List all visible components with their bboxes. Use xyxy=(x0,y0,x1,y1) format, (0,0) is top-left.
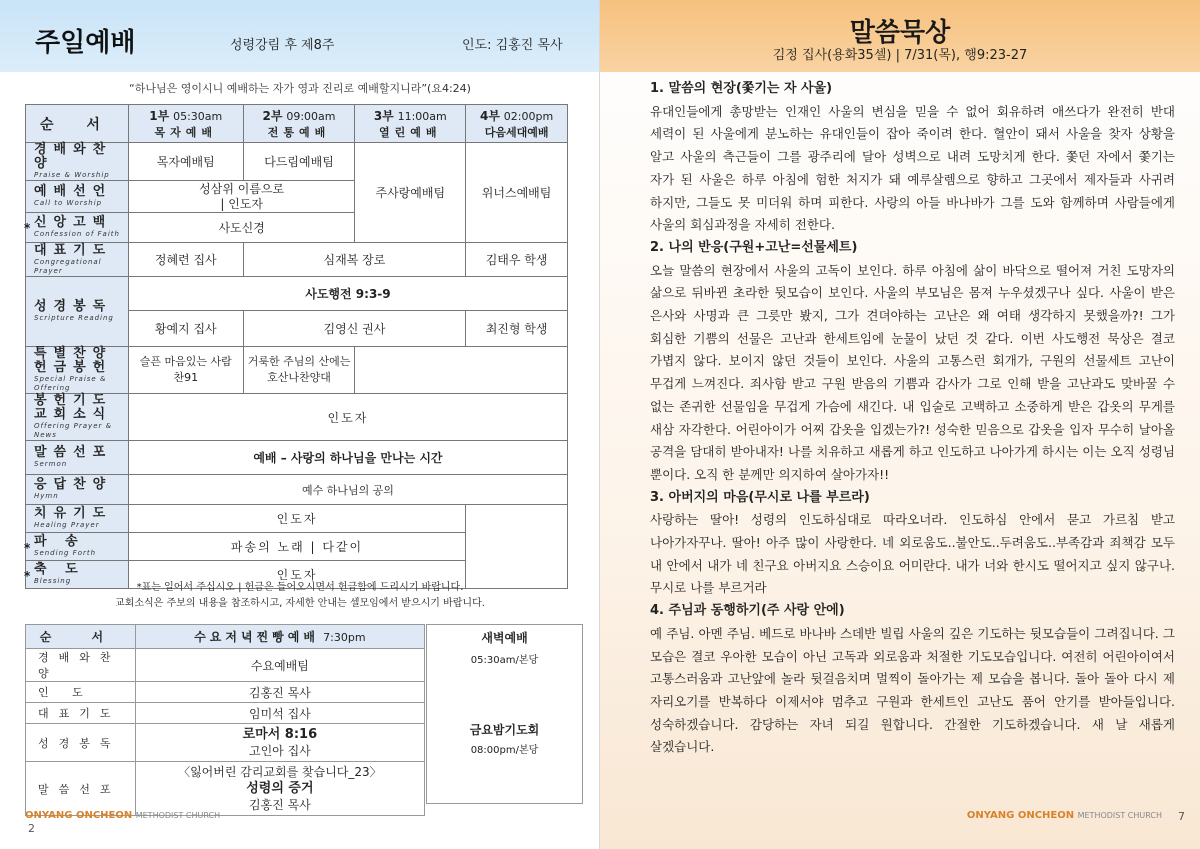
service-1: 1부 05:30am 목자예배 xyxy=(128,105,243,143)
right-page xyxy=(600,0,1200,849)
table-row xyxy=(26,762,425,816)
wed-label: 경배와찬양 xyxy=(26,649,136,682)
section-heading: 1. 말씀의 현장(쫓기는 자 사울) xyxy=(650,81,833,96)
label-scripture: 성경봉독 Scripture Reading xyxy=(26,277,129,347)
wed-value: 로마서 8:16 고인아 집사 xyxy=(135,724,424,762)
label-call: 예배선언 Call to Worship xyxy=(26,181,129,213)
wed-label: 대표기도 xyxy=(26,703,136,724)
cell-empty-right xyxy=(466,505,568,589)
cell-sarang-team: 주사랑예배팀 xyxy=(355,143,466,243)
table-row xyxy=(26,277,568,311)
wed-value: 임미석 집사 xyxy=(135,703,424,724)
cell-scripture-4: 최진형 학생 xyxy=(466,311,568,347)
label-special: 특별찬양 헌금봉헌 Special Praise & Offering xyxy=(26,347,129,394)
cell-scripture-1: 황예지 집사 xyxy=(128,311,243,347)
cell-special-empty xyxy=(355,347,568,394)
table-row xyxy=(26,441,568,475)
cell-praise-1: 목자예배팀 xyxy=(128,143,243,181)
label-praise: 경배와찬양 Praise & Worship xyxy=(26,143,129,181)
theme-verse: “하나님은 영이시니 예배하는 자가 영과 진리로 예배할지니라”(요4:24) xyxy=(129,82,471,95)
note-line-1: *표는 일어서 주십시오 | 헌금은 들어오시면서 헌금함에 드리시기 바랍니다. xyxy=(136,582,464,593)
right-page-number: 7 xyxy=(1178,810,1185,823)
cell-special-2: 거룩한 주님의 산에는 호산나찬양대 xyxy=(243,347,355,394)
service-4: 4부 02:00pm 다음세대예배 xyxy=(466,105,568,143)
label-blessing: * 축 도 Blessing xyxy=(26,561,129,589)
service-2: 2부 09:00am 전통예배 xyxy=(243,105,355,143)
wed-value: 김홍진 목사 xyxy=(135,682,424,703)
section-heading: 3. 아버지의 마음(무시로 나를 부르라) xyxy=(650,489,870,505)
cell-call: 성삼위 이름으로 | 인도자 xyxy=(128,181,355,213)
right-header xyxy=(600,0,1200,72)
cell-confession: 사도신경 xyxy=(128,213,355,243)
left-footer-logo: ONYANG ONCHEON METHODIST CHURCH xyxy=(25,810,221,821)
cell-prayer-2: 심재복 장로 xyxy=(243,243,466,277)
right-footer-logo: ONYANG ONCHEON METHODIST CHURCH xyxy=(966,810,1162,821)
section-text: 사랑하는 딸아! 성령의 인도하심대로 따라오너라. 인도하심 안에서 묻고 가르침 받고 나아가자꾸나. 딸아! 아주 많이 사랑한다. 네 외로움도..불안도..두려움도..부족감과 죄책감 모두 내 안에서 내가 네 친구요 아버지요 스승이요 어미란다. 내가 너와 한시도 떨어지고 싶지 않구나. 무시로 나를 부르거라 xyxy=(650,512,1175,596)
note-line-2: 교회소식은 주보의 내용을 참조하시고, 자세한 안내는 셀모임에서 받으시기 바랍니다. xyxy=(115,598,485,609)
table-row xyxy=(26,505,568,533)
worship-notes xyxy=(20,580,580,612)
cell-offering: 인도자 xyxy=(128,394,567,441)
cell-scripture-2: 김영신 권사 xyxy=(243,311,466,347)
table-row xyxy=(26,143,568,181)
friday-time: 08:00pm/본당 xyxy=(470,745,539,756)
table-row xyxy=(26,394,568,441)
cell-healing: 인도자 xyxy=(128,505,465,533)
label-offering: 봉헌기도 교회소식 Offering Prayer & News xyxy=(26,394,129,441)
wed-value: 수요예배팀 xyxy=(135,649,424,682)
preacher: 인도: 김홍진 목사 xyxy=(462,38,563,53)
section-text: 오늘 말씀의 현장에서 사울의 고독이 보인다. 하루 아침에 삶이 바닥으로 떨어져 거친 도망자의 삶으로 뒤바뀐 초라한 뒷모습이 보인다. 사울의 부모님은 몸져 누우셨겠구나 싶다. 사울이 받은 은사와 사명과 큰 그릇만 봤지, 그가 견뎌야하는 고난은 왜 여태 생각하지 못했을까?! 그가 회심한 기쁨의 선물은 고난과 한세트임에 눈물이 났던 것 같다. 이번 사도행전 묵상은 결코 가볍지 않다. 보이지 않던 것들이 보인다. 사울의 고통스런 회개가, 구원의 선물세트 고난이 무겁게 느껴진다. 죄사함 받고 구원 받음의 기쁨과 감사가 그로 인해 받을 고난과도 맞바꿀 수 없는 존귀한 선물임을 무겁게 가슴에 새긴다. 내 입술로 고백하고 소중하게 받은 갑옷의 무게를 새삼 자각한다. 어린아이가 어찌 갑옷을 입겠는가?! 성숙한 믿음으로 갑옷을 입자 무수히 날아올 공격을 담대히 받아내자! 나를 치유하고 새롭게 하고 인도하고 나아가게 하시는 이는 오직 성령님 뿐이다. 오직 한 분께만 의지하여 살아가자!! xyxy=(650,262,1175,482)
table-header-row xyxy=(26,625,425,649)
cell-prayer-1: 정혜련 집사 xyxy=(128,243,243,277)
wednesday-order-table xyxy=(25,624,425,816)
left-header xyxy=(0,0,600,72)
page-title: 주일예배 xyxy=(35,28,136,58)
wed-label: 말씀선포 xyxy=(26,762,136,816)
left-page-number: 2 xyxy=(28,822,35,835)
cell-hymn: 예수 하나님의 공의 xyxy=(128,475,567,505)
table-row xyxy=(26,724,425,762)
meditation-subtitle: 김정 집사(용화35셀) | 7/31(목), 행9:23-27 xyxy=(772,48,1028,63)
cell-scripture-text: 사도행전 9:3-9 xyxy=(128,277,567,311)
section-text: 예 주님. 아멘 주님. 베드로 바나바 스데반 빌립 사울의 깊은 기도하는 뒷모습들이 그려집니다. 그 모습은 결코 우아한 모습이 아닌 고독과 외로움과 처절한 기도모습입니다. 여전히 어린아이여서 고통스러움과 고난앞에 놀라 뒷걸음치며 멀찍이 돌아가는 제 모습을 봅니다. 돌아 돌아 다시 제 자리오기를 반복하다 이제서야 멈추고 구원과 한세트인 고난도 품어 안기를 받아들입니다. 성숙하겠습니다. 감당하는 자녀 되길 원합니다. 간절한 기도하겠습니다. 새 날 새롭게 살겠습니다. xyxy=(650,625,1175,755)
liturgical-week: 성령강림 후 제8주 xyxy=(230,38,335,53)
sunday-order-table xyxy=(25,104,568,589)
cell-sermon: 예배 – 사랑의 하나님을 만나는 시간 xyxy=(128,441,567,475)
service-3: 3부 11:00am 열린예배 xyxy=(355,105,466,143)
table-row xyxy=(26,703,425,724)
section-text: 유대인들에게 총망받는 인재인 사울의 변심을 믿을 수 없어 회유하려 애쓰다가 완전히 반대 세력이 된 사울에게 분노하는 유대인들이 잡아 죽이려 한다. 혈안이 돼서 사울을 찾자 상황을 알고 사울의 측근들이 그를 광주리에 달아 성벽으로 내려 도망치게 한다. 쫓던 자에서 쫓기는 자가 된 사울은 하루 아침에 험한 처지가 돼 예루살렘으로 향하고 그곳에서 제자들과 사귀려 하지만, 그들도 못 미더워 하며 피한다. 사랑의 아들 바나바가 그를 도와 함께하며 사람들에게 사울의 회심과정을 자세히 전한다. xyxy=(650,103,1175,233)
section-heading: 2. 나의 반응(구원+고난=선물세트) xyxy=(650,239,858,255)
cell-prayer-4: 김태우 학생 xyxy=(466,243,568,277)
cell-winners-team: 위너스예배팀 xyxy=(466,143,568,243)
meditation-title: 말씀묵상 xyxy=(849,18,951,48)
wed-order-header: 순 서 xyxy=(26,625,136,649)
wed-title: 수요저녁찐빵예배 7:30pm xyxy=(135,625,424,649)
label-hymn: 응답찬양 Hymn xyxy=(26,475,129,505)
wed-label: 성경봉독 xyxy=(26,724,136,762)
cell-praise-2: 다드림예배팀 xyxy=(243,143,355,181)
table-row xyxy=(26,475,568,505)
table-row xyxy=(26,347,568,394)
order-header: 순 서 xyxy=(26,105,129,143)
table-row xyxy=(26,682,425,703)
cell-sending: 파송의 노래 | 다같이 xyxy=(128,533,465,561)
friday-title: 금요밤기도회 xyxy=(469,723,540,737)
label-sending: * 파 송 Sending Forth xyxy=(26,533,129,561)
weekday-services-box xyxy=(426,624,583,804)
dawn-time: 05:30am/본당 xyxy=(470,655,539,666)
cell-special-1: 슬픈 마음있는 사람 찬91 xyxy=(128,347,243,394)
wed-label: 인 도 xyxy=(26,682,136,703)
table-header-row xyxy=(26,105,568,143)
dawn-title: 새벽예배 xyxy=(481,631,528,645)
section-heading: 4. 주님과 동행하기(주 사랑 안에) xyxy=(650,603,845,619)
label-confession: * 신앙고백 Confession of Faith xyxy=(26,213,129,243)
label-prayer: 대표기도 Congregational Prayer xyxy=(26,243,129,277)
wed-value: 〈잃어버린 감리교회를 찾습니다_23〉 성령의 증거 김홍진 목사 xyxy=(135,762,424,816)
label-sermon: 말씀선포 Sermon xyxy=(26,441,129,475)
meditation-body xyxy=(650,78,1175,759)
table-row xyxy=(26,243,568,277)
label-healing: 치유기도 Healing Prayer xyxy=(26,505,129,533)
cell-blessing: 인도자 xyxy=(128,561,465,589)
table-row xyxy=(26,649,425,682)
